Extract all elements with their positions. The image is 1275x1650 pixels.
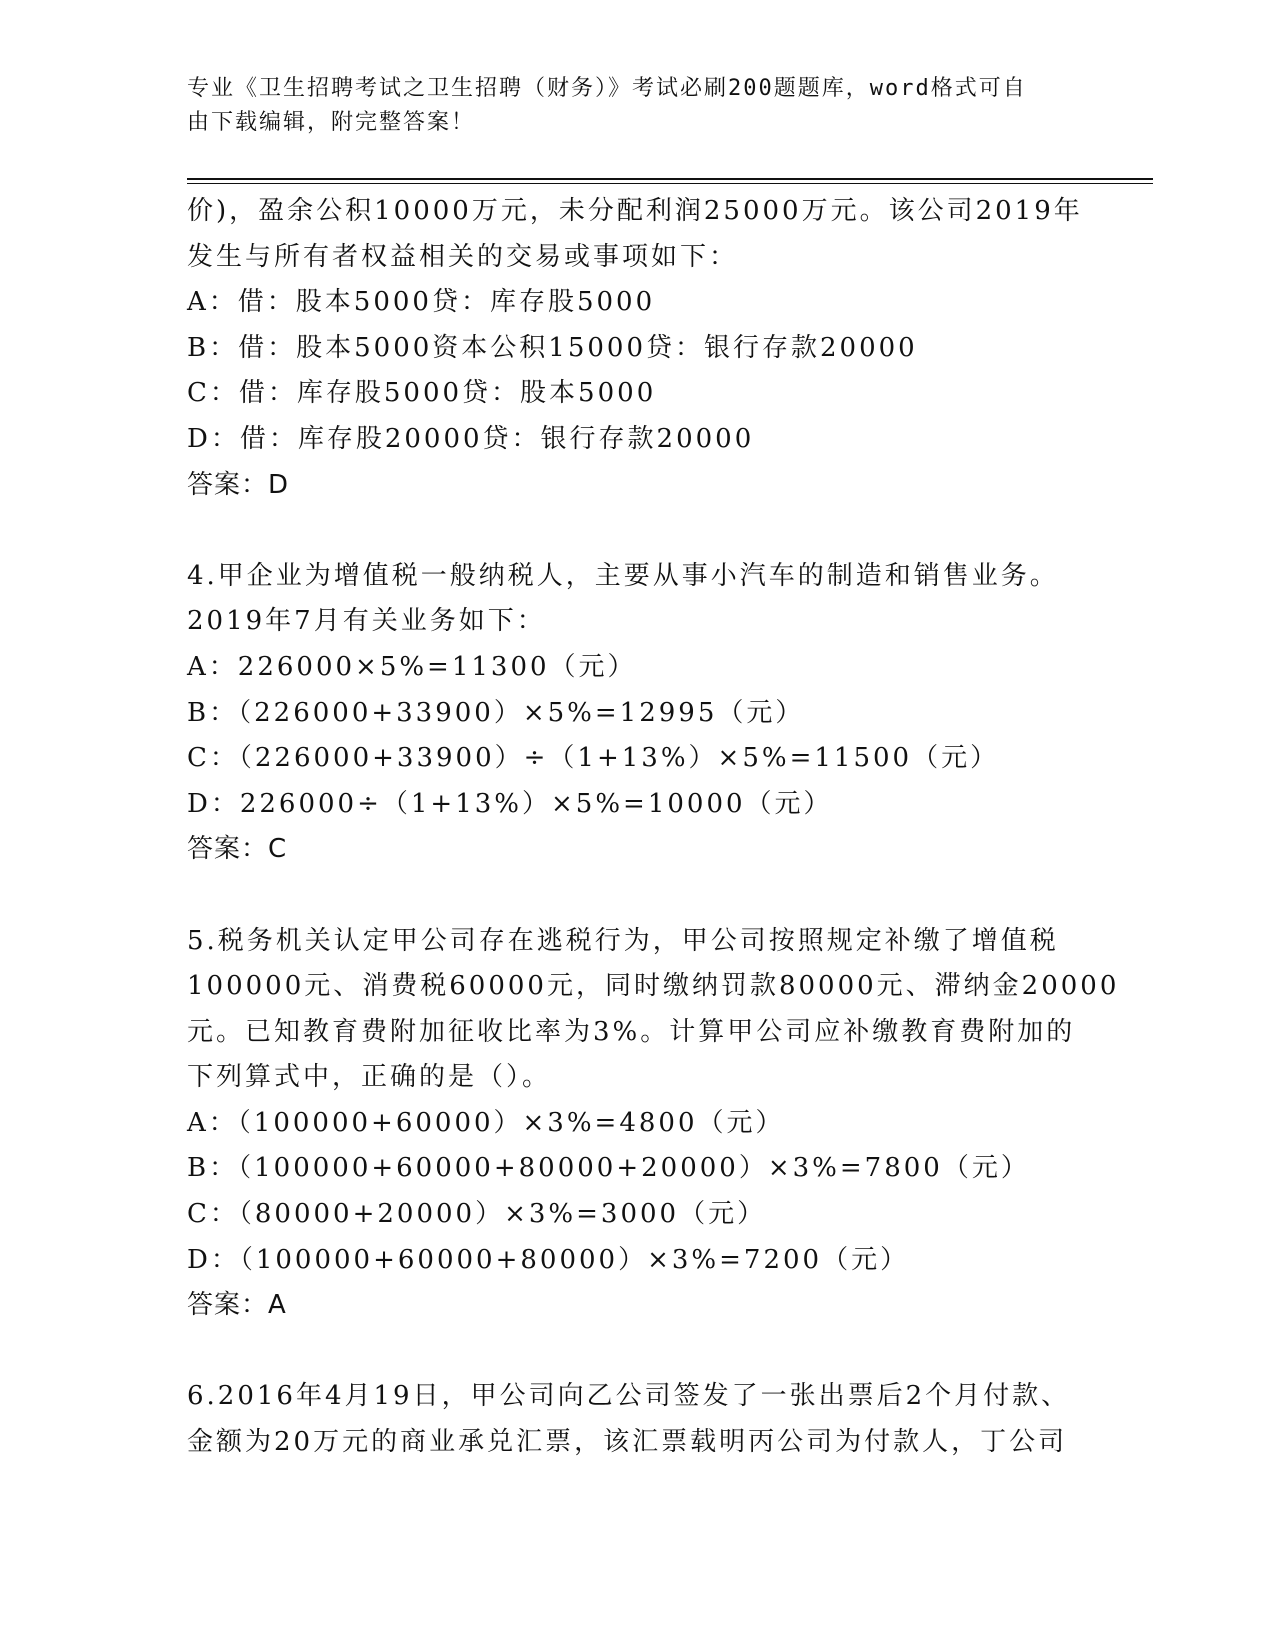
option-b: B：借：股本5000资本公积15000贷：银行存款20000 [187, 332, 918, 363]
header-divider-thick [187, 178, 1153, 180]
option-c: C：（80000+20000）×3%=3000（元） [187, 1199, 767, 1230]
option-d: D：226000÷（1+13%）×5%=10000（元） [187, 788, 833, 819]
question-6 [187, 1374, 1087, 1465]
header-divider-thin [187, 183, 1153, 184]
question-stem-line: 下列算式中，正确的是（）。 [187, 1062, 552, 1093]
option-d: D：（100000+60000+80000）×3%=7200（元） [187, 1244, 910, 1275]
option-d: D：借：库存股20000贷：银行存款20000 [187, 423, 755, 454]
question-stem-line: 发生与所有者权益相关的交易或事项如下： [187, 241, 739, 272]
option-a: A：借：股本5000贷：库存股5000 [187, 287, 656, 318]
question-stem-line: 元。已知教育费附加征收比率为3%。计算甲公司应补缴教育费附加的 [187, 1016, 1076, 1047]
header-line-2: 由下载编辑，附完整答案！ [187, 110, 476, 135]
option-c: C：借：库存股5000贷：股本5000 [187, 378, 657, 409]
question-4 [187, 554, 1087, 873]
question-stem-line: 6.2016年4月19日，甲公司向乙公司签发了一张出票后2个月付款、 [187, 1381, 1071, 1412]
option-b: B：（226000+33900）×5%=12995（元） [187, 697, 805, 728]
question-stem-line: 金额为20万元的商业承兑汇票，该汇票载明丙公司为付款人，丁公司 [187, 1427, 1068, 1458]
question-stem-line: 4.甲企业为增值税一般纳税人，主要从事小汽车的制造和销售业务。 [187, 560, 1059, 591]
option-b: B：（100000+60000+80000+20000）×3%=7800（元） [187, 1153, 1030, 1184]
document-header [187, 72, 1077, 140]
document-body [187, 189, 1120, 1466]
answer-line: 答案：D [187, 469, 290, 500]
option-a: A：（100000+60000）×3%=4800（元） [187, 1107, 785, 1138]
question-3 [187, 189, 1087, 508]
option-a: A：226000×5%=11300（元） [187, 651, 637, 682]
header-line-1: 专业《卫生招聘考试之卫生招聘（财务）》考试必刷200题题库，word格式可自 [187, 76, 1027, 101]
answer-line: 答案：A [187, 1290, 287, 1321]
option-c: C：（226000+33900）÷（1+13%）×5%=11500（元） [187, 743, 1000, 774]
question-stem-line: 5.税务机关认定甲公司存在逃税行为，甲公司按照规定补缴了增值税 [187, 925, 1059, 956]
question-stem-line: 2019年7月有关业务如下： [187, 606, 546, 637]
question-stem-line: 100000元、消费税60000元，同时缴纳罚款80000元、滞纳金20000 [187, 971, 1120, 1002]
question-5 [187, 919, 1120, 1329]
question-stem-line: 价)，盈余公积10000万元，未分配利润25000万元。该公司2019年 [187, 196, 1083, 226]
answer-line: 答案：C [187, 834, 288, 865]
